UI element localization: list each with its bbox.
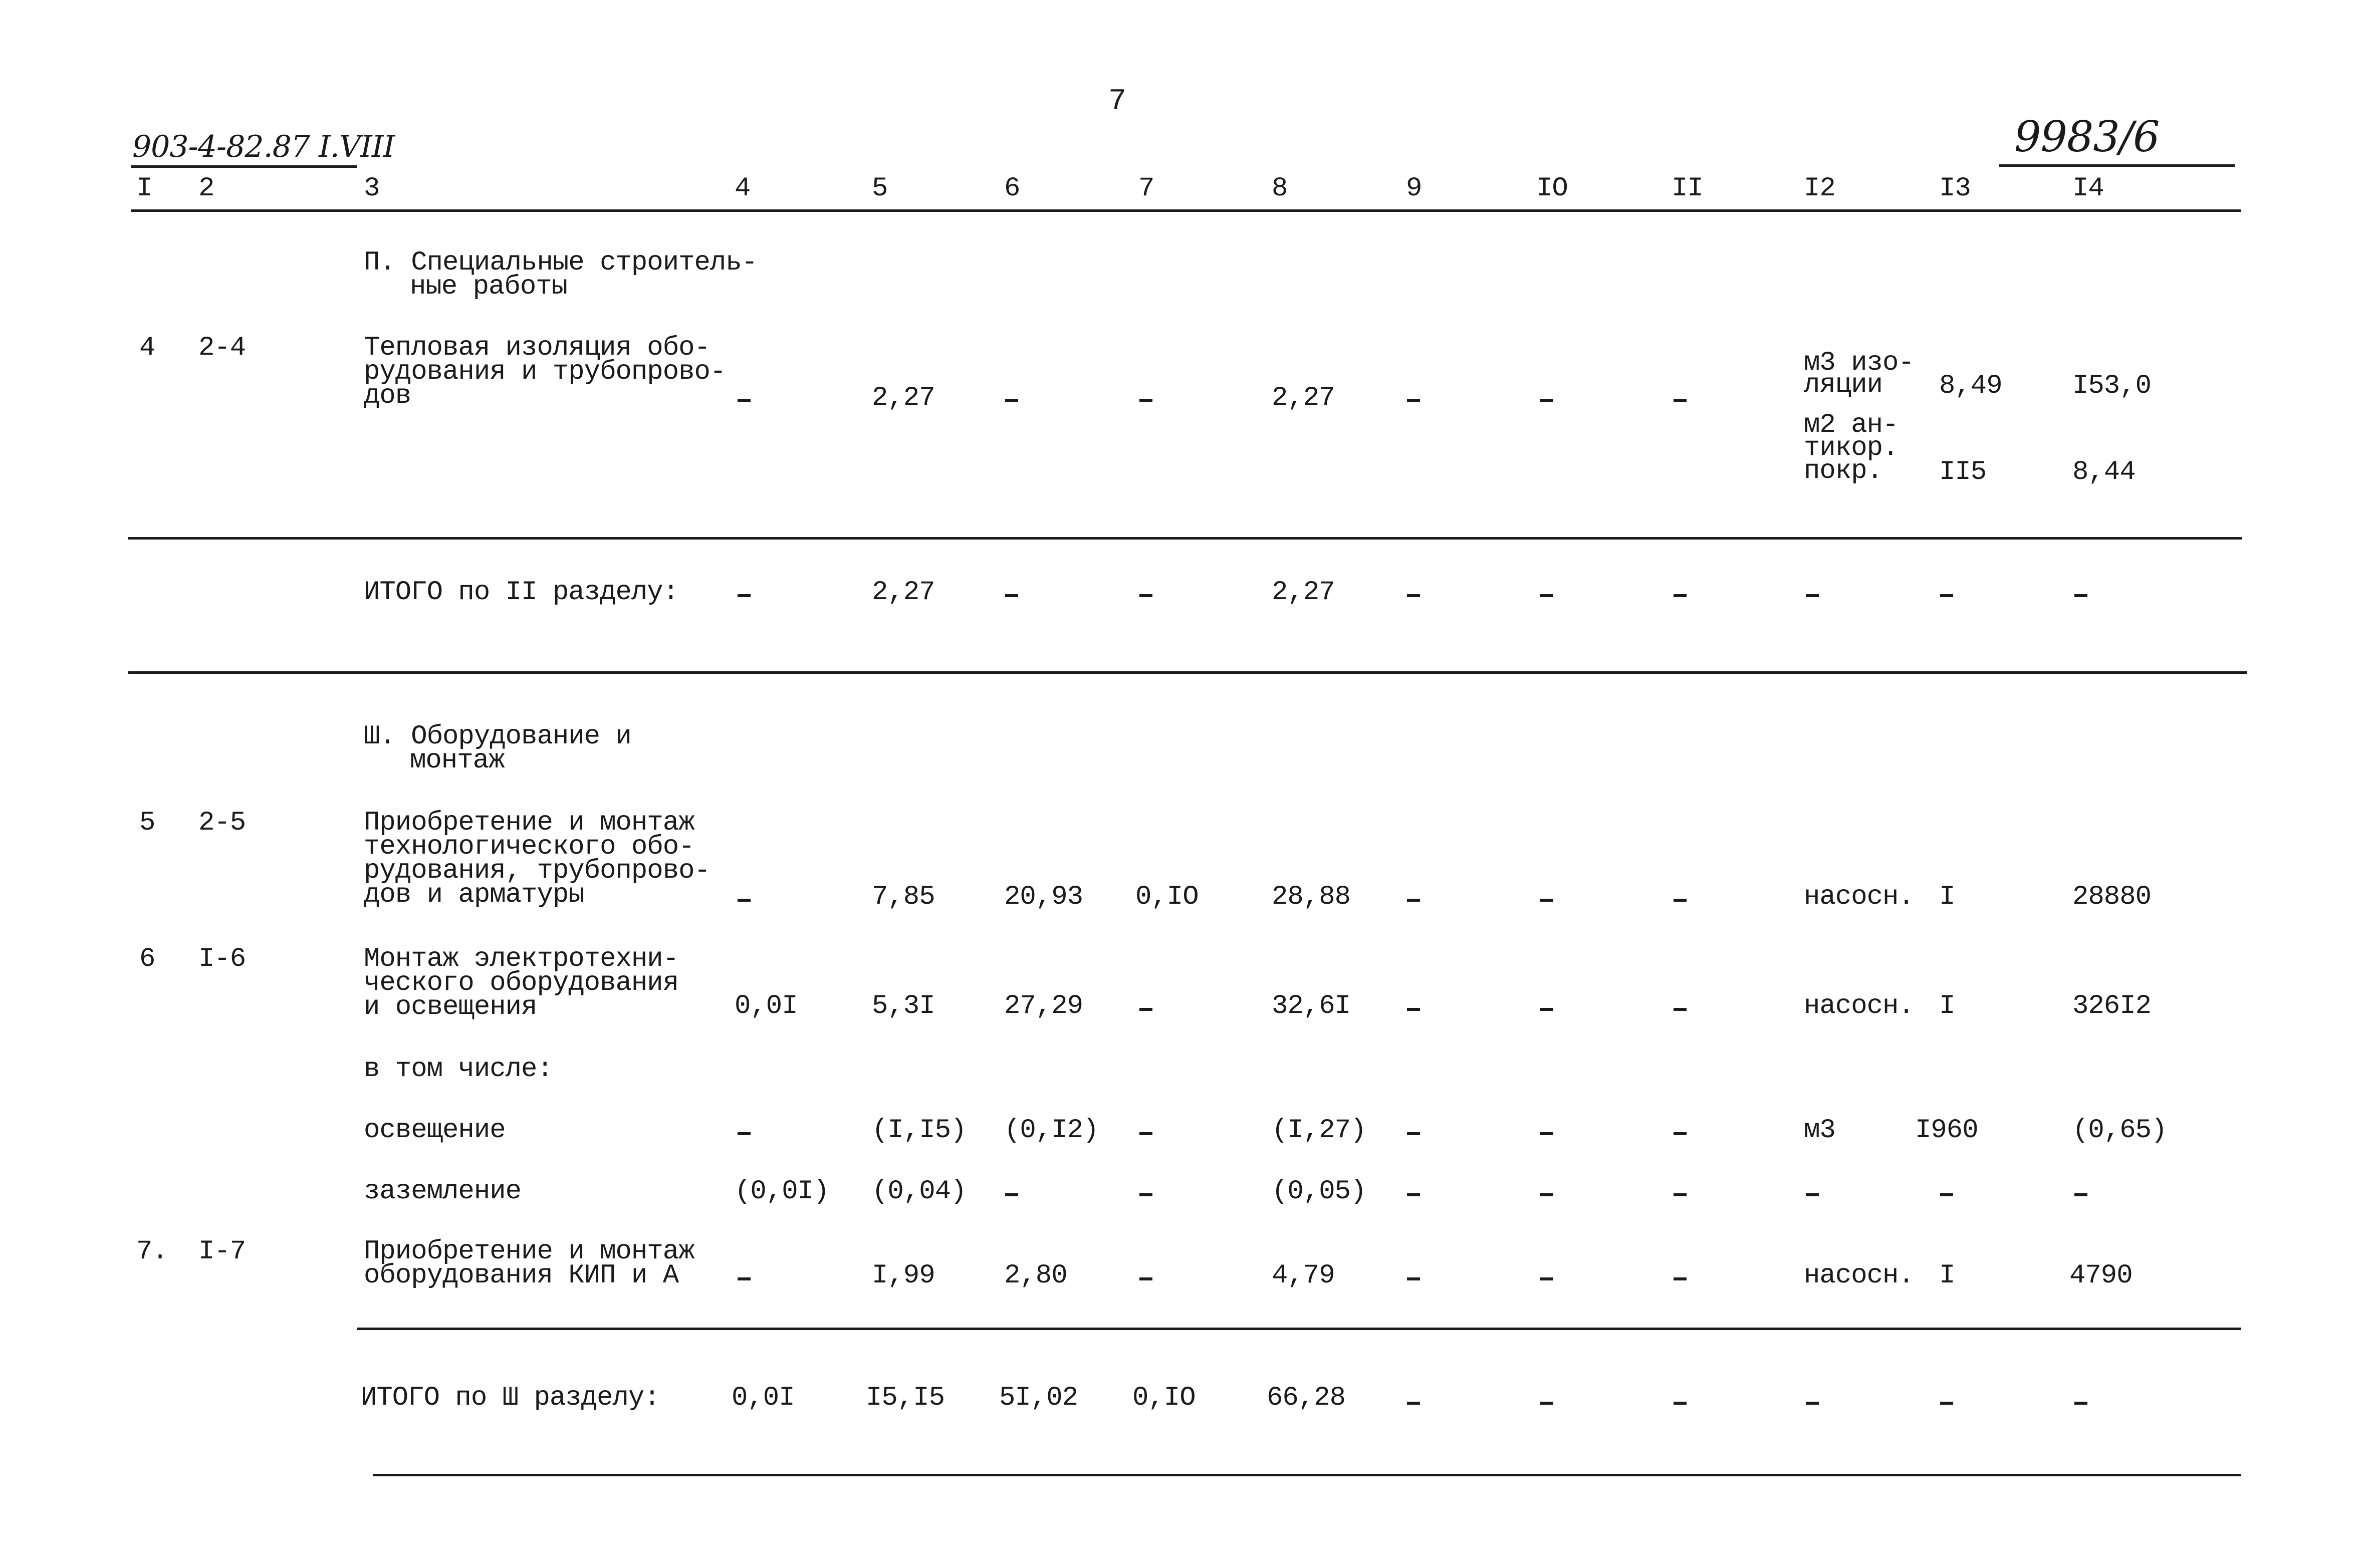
cell-value: (0,I2) — [1004, 1115, 1099, 1146]
column-header: I4 — [2072, 173, 2104, 204]
cell-value: (0,0I) — [735, 1176, 829, 1207]
section-2-total-rule — [128, 671, 2247, 674]
unit-label: ляции — [1804, 370, 1883, 400]
total-value: 66,28 — [1267, 1383, 1346, 1413]
section-3-title: Ш. Оборудование и — [364, 721, 631, 752]
empty-dash — [1407, 399, 1420, 402]
column-header: I3 — [1939, 173, 1971, 204]
cell-value: 0,IO — [1135, 882, 1199, 912]
bottom-rule — [373, 1474, 2241, 1476]
empty-dash — [1540, 399, 1553, 402]
empty-dash — [2074, 1193, 2087, 1196]
cell-value: 326I2 — [2072, 991, 2152, 1021]
column-header: 8 — [1272, 173, 1288, 204]
section-2-rule — [128, 537, 2242, 540]
cell-value: 8,49 — [1939, 371, 2002, 401]
empty-dash — [1674, 1008, 1687, 1011]
column-header: II — [1672, 173, 1703, 204]
column-header: 7 — [1138, 173, 1154, 204]
empty-dash — [738, 1132, 751, 1135]
row-name: рудования и трубопрово- — [364, 357, 726, 387]
header-underline-left — [131, 165, 357, 168]
empty-dash — [1940, 594, 1953, 597]
cell-value: 32,6I — [1272, 991, 1351, 1021]
empty-dash — [1407, 1277, 1420, 1280]
empty-dash — [738, 1277, 751, 1280]
empty-dash — [1407, 1008, 1420, 1011]
cell-value: I — [1939, 882, 1955, 912]
empty-dash — [1139, 1132, 1152, 1135]
unit-label: м3 изо- — [1804, 348, 1914, 378]
cell-value: 5,3I — [872, 991, 935, 1021]
cell-value: 4,79 — [1272, 1260, 1335, 1291]
cell-value: I53,0 — [2072, 371, 2152, 401]
unit-label: насосн. — [1804, 991, 1914, 1021]
row-code: I-7 — [198, 1236, 246, 1267]
empty-dash — [738, 594, 751, 597]
row-name: Приобретение и монтаж — [364, 808, 694, 838]
archive-number: 9983/6 — [2014, 112, 2160, 161]
empty-dash — [1674, 594, 1687, 597]
cell-value: (I,27) — [1272, 1115, 1366, 1146]
cell-value: I960 — [1915, 1115, 1978, 1146]
cell-value: (0,65) — [2072, 1115, 2167, 1146]
empty-dash — [1407, 1193, 1420, 1196]
cell-value: (0,04) — [872, 1176, 967, 1207]
empty-dash — [1139, 399, 1152, 402]
empty-dash — [1139, 1008, 1152, 1011]
column-header-rule — [131, 209, 2241, 212]
column-header: 9 — [1406, 173, 1422, 204]
including-label: в том числе: — [364, 1054, 553, 1085]
total-value: 0,0I — [732, 1383, 795, 1413]
row-name: освещение — [364, 1115, 506, 1146]
empty-dash — [1139, 1193, 1152, 1196]
cell-value: 0,0I — [735, 991, 798, 1021]
row-code: I-6 — [198, 944, 246, 974]
empty-dash — [1940, 1193, 1953, 1196]
empty-dash — [1940, 1402, 1953, 1405]
cell-value: 2,27 — [872, 383, 935, 413]
unit-label: м3 — [1804, 1115, 1835, 1146]
unit-label: тикор. — [1804, 433, 1899, 463]
empty-dash — [1674, 399, 1687, 402]
empty-dash — [1806, 1193, 1819, 1196]
cell-value: I — [1939, 991, 1955, 1021]
empty-dash — [1540, 594, 1553, 597]
total-label: ИТОГО по Ш разделу: — [361, 1383, 660, 1413]
cell-value: (I,I5) — [872, 1115, 967, 1146]
row-name: Тепловая изоляция обо- — [364, 333, 710, 363]
empty-dash — [1139, 1277, 1152, 1280]
empty-dash — [1540, 899, 1553, 902]
empty-dash — [1806, 1402, 1819, 1405]
empty-dash — [1005, 1193, 1018, 1196]
empty-dash — [738, 399, 751, 402]
row-number: 4 — [139, 333, 155, 363]
section-2-title: П. Специальные строитель- — [364, 247, 758, 278]
row-name: дов — [364, 381, 411, 411]
column-header: 2 — [198, 173, 214, 204]
total-value: 5I,02 — [999, 1383, 1078, 1413]
empty-dash — [1674, 1193, 1687, 1196]
total-value: I5,I5 — [866, 1383, 945, 1413]
empty-dash — [1407, 594, 1420, 597]
total-label: ИТОГО по II разделу: — [364, 577, 679, 608]
empty-dash — [1540, 1008, 1553, 1011]
empty-dash — [1005, 594, 1018, 597]
unit-label: насосн. — [1804, 882, 1914, 912]
row-number: 6 — [139, 944, 155, 974]
row-name: рудования, трубопрово- — [364, 856, 710, 886]
total-value: 0,IO — [1132, 1383, 1196, 1413]
empty-dash — [1806, 594, 1819, 597]
header-underline-right — [1999, 164, 2235, 167]
cell-value: 8,44 — [2072, 457, 2136, 487]
column-header: 3 — [364, 173, 380, 204]
cell-value: 28,88 — [1272, 882, 1351, 912]
row-name: и освещения — [364, 992, 537, 1022]
empty-dash — [1540, 1132, 1553, 1135]
empty-dash — [1407, 1402, 1420, 1405]
empty-dash — [1674, 1277, 1687, 1280]
empty-dash — [1674, 899, 1687, 902]
empty-dash — [1139, 594, 1152, 597]
empty-dash — [1540, 1193, 1553, 1196]
cell-value: I,99 — [872, 1260, 935, 1291]
cell-value: (0,05) — [1272, 1176, 1366, 1207]
cell-value: 2,80 — [1004, 1260, 1067, 1291]
column-header: 6 — [1004, 173, 1020, 204]
unit-label: м2 ан- — [1804, 410, 1899, 440]
row-name: ческого оборудования — [364, 968, 679, 998]
row-name: заземление — [364, 1176, 522, 1207]
row-code: 2-4 — [198, 333, 246, 363]
empty-dash — [1674, 1402, 1687, 1405]
cell-value: 7,85 — [872, 882, 935, 912]
row-name: Монтаж электротехни- — [364, 944, 679, 974]
empty-dash — [1407, 899, 1420, 902]
row-name: дов и арматуры — [364, 880, 584, 910]
cell-value: 28880 — [2072, 882, 2152, 912]
unit-label: насосн. — [1804, 1260, 1914, 1291]
empty-dash — [1005, 399, 1018, 402]
empty-dash — [1540, 1402, 1553, 1405]
empty-dash — [1407, 1132, 1420, 1135]
column-header: 4 — [735, 173, 751, 204]
section-3-rule — [357, 1328, 2241, 1330]
empty-dash — [2074, 594, 2087, 597]
row-code: 2-5 — [198, 808, 246, 838]
section-3-title: монтаж — [410, 745, 505, 776]
row-name: Приобретение и монтаж — [364, 1236, 694, 1267]
row-name: технологического обо- — [364, 832, 694, 862]
row-number: 7. — [136, 1236, 168, 1267]
row-name: оборудования КИП и А — [364, 1260, 679, 1291]
cell-value: 4790 — [2069, 1260, 2133, 1291]
page-number: 7 — [1108, 85, 1126, 119]
document-code: 903-4-82.87 I.VIII — [132, 129, 395, 164]
column-header: IO — [1536, 173, 1568, 204]
cell-value: 27,29 — [1004, 991, 1083, 1021]
cell-value: II5 — [1939, 457, 1987, 487]
empty-dash — [738, 899, 751, 902]
row-number: 5 — [139, 808, 155, 838]
empty-dash — [1540, 1277, 1553, 1280]
unit-label: покр. — [1804, 456, 1883, 486]
section-2-title: ные работы — [410, 272, 568, 302]
empty-dash — [1674, 1132, 1687, 1135]
column-header: I — [136, 173, 152, 204]
cell-value: 2,27 — [1272, 383, 1335, 413]
total-value: 2,27 — [872, 577, 935, 608]
column-header: 5 — [872, 173, 888, 204]
cell-value: 20,93 — [1004, 882, 1083, 912]
cell-value: I — [1939, 1260, 1955, 1291]
empty-dash — [2074, 1402, 2087, 1405]
column-header: I2 — [1804, 173, 1835, 204]
total-value: 2,27 — [1272, 577, 1335, 608]
